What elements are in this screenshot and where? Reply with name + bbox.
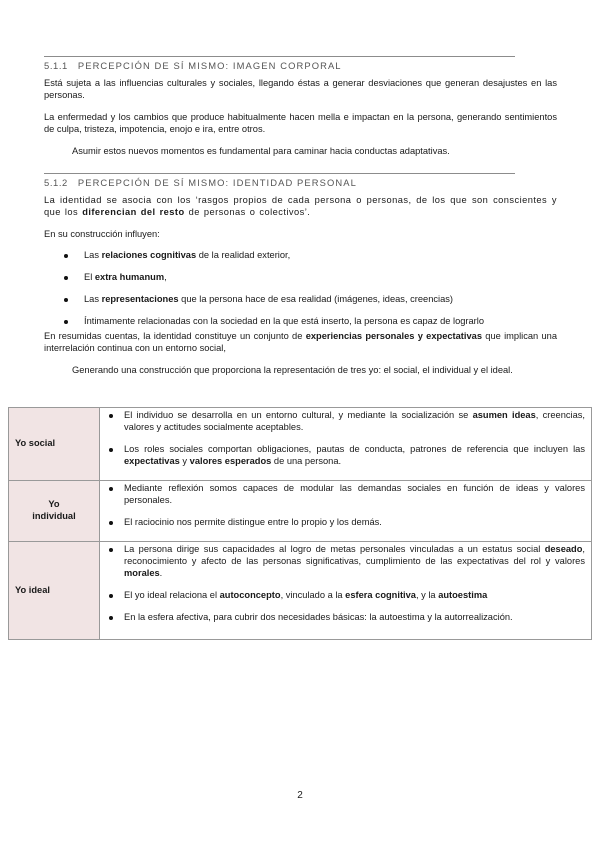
three-selves-table [8,407,592,640]
table-row-yo-social [9,408,592,481]
text-run: de la realidad exterior, [196,250,291,260]
text-run: La identidad se asocia con los ‘rasgos propios de cada persona o personas, de los que son conscientes y que los [44,195,557,217]
bold-term: morales [124,567,160,578]
section-heading-identidad-personal [44,177,357,189]
text-run: de personas o colectivos’. [184,206,311,217]
text-run: , reconocimiento y afecto de las personas significativas, cumplimiento de las expectativas del rol y valores [124,544,585,566]
paragraph: Generando una construcción que proporciona la representación de tres yo: el social, el individual y el ideal. [72,365,513,375]
text-run: , y la [415,589,439,600]
text-run: El [84,271,95,282]
paragraph-summary [44,331,557,355]
list-item: El raciocinio nos permite distingue entre lo propio y los demás. [102,517,585,529]
section-title: PERCEPCIÓN DE SÍ MISMO: IDENTIDAD PERSONAL [77,177,357,188]
paragraph: La enfermedad y los cambios que produce habitualmente hacen mella e impactan en la persona, generando sentimientos de culpa, tristeza, impotencia, enojo e ira, entre otros. [44,112,557,134]
text-run: . [159,567,163,578]
list-item [102,444,585,468]
text-run: que implican una interrelación continua con un entorno social, [44,331,558,353]
row-label [9,481,100,542]
bold-term: deseado [544,544,583,554]
bold-term: experiencias personales y expectativas [305,331,482,341]
text-run: , [164,271,167,282]
bold-term: esfera cognitiva [345,589,416,600]
row-label: Yo ideal [9,542,100,640]
row-label-line: Yo [48,499,60,510]
text-run: y [179,455,190,466]
section-divider [44,173,515,174]
list-item: Mediante reflexión somos capaces de modular las demandas sociales en función de ideas y valores personales. [102,483,585,507]
text-run: La persona dirige sus capacidades al logro de metas personales vinculadas a un estatus social [124,544,545,554]
text-run: El yo ideal relaciona el [124,589,220,600]
text-run: El individuo se desarrolla en un entorno cultural, y mediante la socialización se [124,410,473,420]
table-row-yo-individual [9,481,592,542]
text-run: Íntimamente relacionadas con la sociedad en la que está inserto, la persona es capaz de lograrlo [84,315,485,326]
list-item [102,544,585,580]
list-item [44,272,557,284]
row-content [100,542,592,640]
table-row-yo-ideal [9,542,592,640]
row-label: Yo social [9,408,100,481]
list-item: En la esfera afectiva, para cubrir dos necesidades básicas: la autoestima y la autorrealización. [102,612,585,624]
bold-term: expectativas [124,455,180,466]
bold-term: relaciones cognitivas [101,250,197,260]
bold-term: autoconcepto [219,589,281,600]
bold-term: extra humanum [94,271,165,282]
list-item [44,316,557,328]
paragraph: En su construcción influyen: [44,229,160,239]
text-run: , vinculado a la [280,589,346,600]
list-item [102,590,585,602]
bold-term: representaciones [101,293,179,304]
bold-term: asumen ideas [472,410,536,420]
text-run: Las [84,250,102,260]
influences-list [44,250,557,338]
paragraph: Asumir estos nuevos momentos es fundamental para caminar hacia conductas adaptativas. [72,146,450,156]
text-run: Los roles sociales comportan obligaciones, pautas de conducta, patrones de referencia que incluyen las [124,443,585,454]
row-content [100,481,592,542]
section-heading-imagen-corporal [44,60,342,72]
row-label-line: individual [32,511,76,521]
bold-term: diferencian del resto [82,206,185,217]
text-run: que la persona hace de esa realidad (imágenes, ideas, creencias) [178,293,454,304]
text-run: de una persona. [271,455,342,466]
bold-term: autoestima [438,589,488,600]
section-divider [44,56,515,57]
text-run: , creencias, valores y actitudes socialmente aceptables. [124,410,585,432]
row-content [100,408,592,481]
paragraph: Está sujeta a las influencias culturales y sociales, llegando éstas a generar desviaciones que generan desajustes en las personas. [44,78,557,100]
text-run: Las [84,293,102,304]
list-item [44,294,557,306]
section-title: PERCEPCIÓN DE SÍ MISMO: IMAGEN CORPORAL [77,60,342,71]
bold-term: valores esperados [189,455,272,466]
section-number: 5.1.1 [44,60,68,71]
page-number: 2 [297,790,303,801]
text-run: En resumidas cuentas, la identidad constituye un conjunto de [44,331,306,341]
list-item [102,410,585,434]
section-number: 5.1.2 [44,177,68,188]
paragraph-identidad [44,195,557,219]
list-item [44,250,557,262]
